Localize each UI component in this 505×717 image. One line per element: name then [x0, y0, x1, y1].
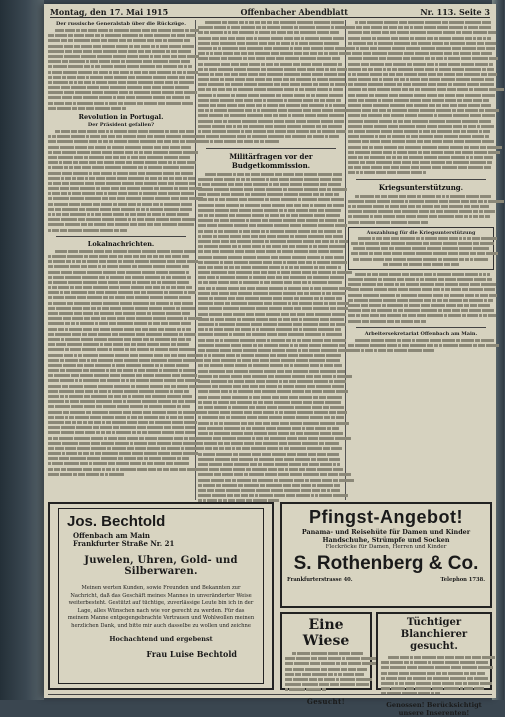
binding-margin: [0, 0, 44, 700]
article-body: [48, 28, 194, 111]
notice-body: [351, 236, 491, 267]
ad-closing: Hochachtend und ergebenst: [109, 634, 213, 643]
ad-cta: Gesucht!: [306, 696, 346, 706]
column-2: [198, 20, 344, 500]
ad-goods: Juwelen, Uhren, Gold- und Silberwaren.: [84, 555, 238, 577]
header-date: Montag, den 17. Mai 1915: [50, 6, 169, 17]
column-3: [348, 20, 494, 500]
notice-box: [348, 227, 494, 270]
article-body: [348, 194, 494, 225]
article-body: [348, 20, 494, 176]
ad-signature: Frau Luise Bechtold: [146, 648, 237, 659]
ad-wiese: [280, 612, 372, 706]
divider: [206, 148, 336, 149]
ad-bechtold: [48, 502, 274, 690]
divider: [56, 236, 186, 237]
ad-headline: Pfingst-Angebot!: [309, 507, 463, 527]
article-body: [198, 20, 344, 145]
bottom-rule: [48, 694, 492, 695]
ad-line: Panama- und Reisehüte für Damen und Kinder: [301, 528, 471, 536]
article-title: Der russische Generalstab über die Rückzüge.: [56, 21, 186, 27]
header-issue: Nr. 113. Seite 3: [420, 6, 490, 17]
section-title: Lokalnachrichten.: [87, 239, 155, 248]
ad-street: Frankfurter Straße Nr. 21: [73, 539, 175, 548]
ad-address: Frankfurterstrasse 40.: [287, 577, 353, 583]
ad-company-name: S. Rothenberg & Co.: [293, 553, 479, 574]
page-header: [50, 6, 490, 18]
ad-text: [381, 655, 487, 697]
notice-title: Arbeitersekretariat Offenbach am Main.: [364, 330, 478, 337]
article-body: [348, 272, 494, 324]
ad-line: Fleckröcke für Damen, Herren und Kinder: [325, 544, 447, 550]
ad-footer: [287, 577, 485, 583]
ad-frame: [58, 508, 264, 684]
ad-header: [67, 513, 255, 551]
ad-line: Handschuhe, Strümpfe und Socken: [322, 536, 450, 544]
divider: [356, 179, 486, 180]
ad-headline: Eine Wiese: [302, 617, 350, 649]
article-body: [48, 249, 194, 477]
notice-text: Auszahlung für die Kriegsunterstützung: [366, 229, 476, 236]
ad-text: [285, 651, 367, 693]
article-body: [198, 172, 344, 504]
ad-phone: Telephon 1738.: [440, 577, 485, 583]
article-body: [48, 129, 194, 233]
article-subtitle: Der Präsident gefallen?: [87, 122, 155, 128]
ad-company-name: Jos. Bechtold: [67, 513, 166, 530]
newspaper-page: [44, 4, 496, 717]
divider: [356, 327, 486, 328]
ad-text: Meinen werten Kunden, sowie Freunden und Bekannten zur Nachricht, daß das Geschäft meines Mannes in unveränderter Weise weiterbesteht. Gestützt auf tüchtige, zuverlässige Leute bin ich in der Lage, alles Wünschen nach wie vor gerecht zu werden. Für das meinem Manne entgegengebrachte Vertrauen und Wohlwollen meinen herzlichen Dank, und bitte mir auch dasselbe zu wollen und zeichne: [67, 585, 255, 629]
section-title: Kriegsunterstützung.: [378, 182, 464, 192]
article-body: [348, 338, 494, 354]
ad-blanchierer: [376, 612, 492, 717]
column-1: [48, 20, 194, 500]
article-title: Militärfragen vor der Budgetkommission.: [229, 151, 313, 170]
ad-city: Offenbach am Main: [73, 531, 151, 540]
ad-pfingst-angebot: [280, 502, 492, 608]
ad-address: [73, 532, 174, 548]
ad-footer: Genossen! Berücksichtigt unsere Inserenten!: [386, 700, 482, 717]
header-paper: Offenbacher Abendblatt: [240, 6, 348, 17]
article-title: Revolution in Portugal.: [78, 113, 164, 121]
ad-headline: Tüchtiger Blanchierer gesucht.: [400, 617, 468, 652]
